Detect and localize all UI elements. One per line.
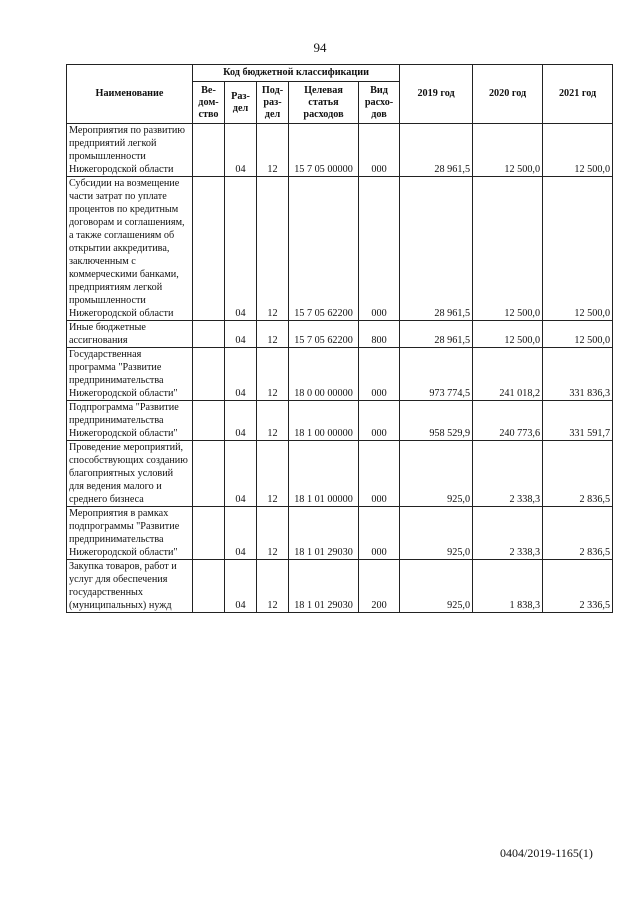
table-header (67, 65, 613, 124)
row-section: 04 (225, 560, 257, 613)
row-subsection: 12 (257, 560, 289, 613)
header-type: Вид расхо-дов (359, 82, 400, 124)
row-dept (193, 124, 225, 177)
row-section: 04 (225, 441, 257, 507)
row-target: 18 1 01 00000 (289, 441, 359, 507)
row-name: Закупка товаров, работ и услуг для обеспечения государственных (муниципальных) нужд (67, 560, 193, 613)
header-2020: 2020 год (473, 65, 543, 124)
row-name: Государственная программа "Развитие предпринимательства Нижегородской области" (67, 348, 193, 401)
header-name: Наименование (67, 65, 193, 124)
row-dept (193, 441, 225, 507)
table-row (67, 321, 613, 348)
row-type: 000 (359, 348, 400, 401)
row-target: 15 7 05 00000 (289, 124, 359, 177)
row-2020: 2 338,3 (473, 507, 543, 560)
row-target: 18 1 01 29030 (289, 507, 359, 560)
table-row (67, 177, 613, 321)
row-section: 04 (225, 321, 257, 348)
row-2019: 28 961,5 (400, 177, 473, 321)
row-2021: 12 500,0 (543, 321, 613, 348)
row-2021: 331 836,3 (543, 348, 613, 401)
row-dept (193, 507, 225, 560)
page-number: 94 (313, 40, 327, 55)
header-2021: 2021 год (543, 65, 613, 124)
row-section: 04 (225, 401, 257, 441)
row-subsection: 12 (257, 348, 289, 401)
header-code-group: Код бюджетной классификации (193, 65, 400, 82)
row-section: 04 (225, 177, 257, 321)
row-2019: 28 961,5 (400, 321, 473, 348)
row-subsection: 12 (257, 321, 289, 348)
row-name: Проведение мероприятий, способствующих созданию благоприятных условий для ведения малого и среднего бизнеса (67, 441, 193, 507)
row-target: 15 7 05 62200 (289, 177, 359, 321)
row-type: 000 (359, 124, 400, 177)
table-row (67, 401, 613, 441)
budget-table (66, 64, 613, 613)
row-2020: 241 018,2 (473, 348, 543, 401)
row-type: 000 (359, 177, 400, 321)
row-subsection: 12 (257, 401, 289, 441)
document-number: 0404/2019-1165(1) (500, 846, 593, 860)
row-type: 000 (359, 507, 400, 560)
row-2021: 12 500,0 (543, 177, 613, 321)
table-row (67, 348, 613, 401)
row-subsection: 12 (257, 177, 289, 321)
row-subsection: 12 (257, 507, 289, 560)
row-dept (193, 401, 225, 441)
row-name: Иные бюджетные ассигнования (67, 321, 193, 348)
header-dept: Ве-дом-ство (193, 82, 225, 124)
row-2021: 2 836,5 (543, 441, 613, 507)
row-type: 000 (359, 441, 400, 507)
row-2019: 958 529,9 (400, 401, 473, 441)
row-2021: 12 500,0 (543, 124, 613, 177)
table-row (67, 441, 613, 507)
table-row (67, 560, 613, 613)
row-type: 200 (359, 560, 400, 613)
row-2021: 2 836,5 (543, 507, 613, 560)
table-row (67, 124, 613, 177)
row-target: 18 0 00 00000 (289, 348, 359, 401)
row-section: 04 (225, 507, 257, 560)
row-section: 04 (225, 124, 257, 177)
row-target: 18 1 00 00000 (289, 401, 359, 441)
row-2019: 925,0 (400, 560, 473, 613)
row-2021: 331 591,7 (543, 401, 613, 441)
row-subsection: 12 (257, 124, 289, 177)
row-2020: 12 500,0 (473, 177, 543, 321)
row-2020: 1 838,3 (473, 560, 543, 613)
table-row (67, 507, 613, 560)
row-dept (193, 348, 225, 401)
header-subsection: Под-раз-дел (257, 82, 289, 124)
row-2019: 925,0 (400, 507, 473, 560)
row-2019: 28 961,5 (400, 124, 473, 177)
row-2020: 12 500,0 (473, 124, 543, 177)
row-2019: 925,0 (400, 441, 473, 507)
row-target: 15 7 05 62200 (289, 321, 359, 348)
row-name: Мероприятия в рамках подпрограммы "Развитие предпринимательства Нижегородской области" (67, 507, 193, 560)
row-dept (193, 321, 225, 348)
row-name: Мероприятия по развитию предприятий легкой промышленности Нижегородской области (67, 124, 193, 177)
row-type: 000 (359, 401, 400, 441)
row-2020: 240 773,6 (473, 401, 543, 441)
row-subsection: 12 (257, 441, 289, 507)
row-type: 800 (359, 321, 400, 348)
row-name: Субсидии на возмещение части затрат по уплате процентов по кредитным договорам и соглашениям, а также соглашениям об открытии аккредитива, заключенным с коммерческими банками, предприятиям легкой промышленности Нижегородской области (67, 177, 193, 321)
header-2019: 2019 год (400, 65, 473, 124)
row-2021: 2 336,5 (543, 560, 613, 613)
row-2020: 2 338,3 (473, 441, 543, 507)
header-target: Целевая статья расходов (289, 82, 359, 124)
row-dept (193, 177, 225, 321)
row-name: Подпрограмма "Развитие предпринимательства Нижегородской области" (67, 401, 193, 441)
row-section: 04 (225, 348, 257, 401)
row-dept (193, 560, 225, 613)
header-section: Раз-дел (225, 82, 257, 124)
row-2019: 973 774,5 (400, 348, 473, 401)
row-2020: 12 500,0 (473, 321, 543, 348)
row-target: 18 1 01 29030 (289, 560, 359, 613)
